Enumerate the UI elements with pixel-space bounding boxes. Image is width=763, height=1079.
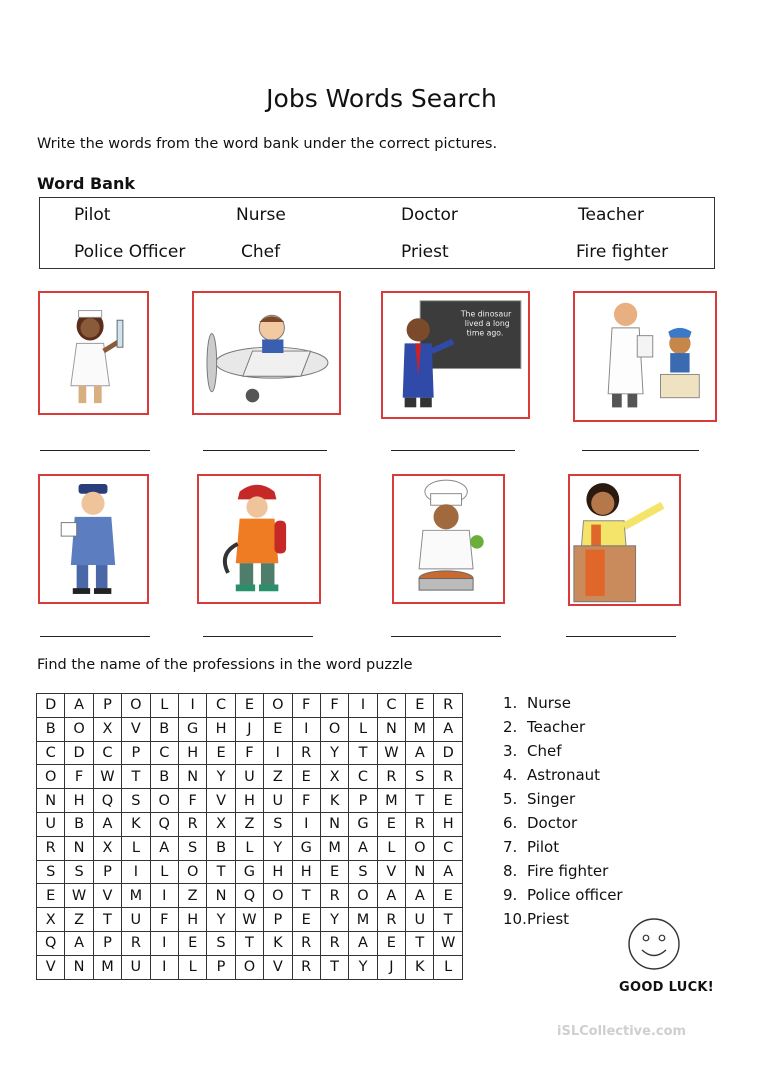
grid-cell: Y: [207, 765, 235, 789]
grid-cell: F: [292, 694, 320, 718]
smiley-face-icon: [627, 917, 681, 971]
grid-cell: Q: [235, 884, 263, 908]
word-bank-word: Doctor: [401, 205, 458, 225]
grid-cell: O: [264, 694, 292, 718]
grid-cell: T: [292, 884, 320, 908]
board-text-line: time ago.: [466, 328, 504, 338]
grid-cell: T: [406, 789, 434, 813]
grid-cell: H: [235, 789, 263, 813]
grid-cell: R: [377, 765, 405, 789]
answer-line: [40, 450, 150, 451]
grid-cell: Y: [320, 908, 348, 932]
grid-cell: T: [207, 860, 235, 884]
grid-cell: P: [93, 694, 121, 718]
grid-cell: N: [37, 789, 65, 813]
answer-line: [203, 450, 327, 451]
grid-cell: C: [349, 765, 377, 789]
grid-cell: A: [434, 860, 462, 884]
grid-cell: U: [37, 812, 65, 836]
grid-cell: C: [377, 694, 405, 718]
grid-cell: H: [178, 908, 206, 932]
grid-cell: E: [37, 884, 65, 908]
grid-cell: W: [235, 908, 263, 932]
list-item-number: 4.: [503, 766, 518, 784]
answer-line: [566, 636, 676, 637]
grid-cell: L: [235, 836, 263, 860]
grid-cell: M: [377, 789, 405, 813]
grid-cell: E: [207, 741, 235, 765]
grid-cell: M: [320, 836, 348, 860]
list-item: [503, 907, 623, 931]
grid-cell: S: [122, 789, 150, 813]
grid-cell: Y: [349, 955, 377, 979]
grid-cell: N: [320, 812, 348, 836]
grid-cell: O: [235, 955, 263, 979]
grid-cell: S: [178, 836, 206, 860]
grid-cell: X: [93, 836, 121, 860]
word-list: [503, 691, 623, 931]
grid-cell: R: [37, 836, 65, 860]
list-item: [503, 835, 623, 859]
grid-row: [37, 931, 463, 955]
grid-cell: E: [235, 694, 263, 718]
grid-cell: R: [178, 812, 206, 836]
word-bank-heading: Word Bank: [37, 174, 136, 193]
pilot-picture: [192, 291, 341, 415]
grid-row: [37, 765, 463, 789]
grid-cell: H: [292, 860, 320, 884]
watermark: iSLCollective.com: [557, 1024, 687, 1039]
grid-cell: K: [406, 955, 434, 979]
list-item-word: Priest: [527, 910, 570, 928]
list-item-number: 8.: [503, 862, 518, 880]
list-item-number: 1.: [503, 694, 518, 712]
grid-cell: H: [65, 789, 93, 813]
grid-cell: H: [178, 741, 206, 765]
grid-cell: E: [377, 931, 405, 955]
chef-picture: [392, 474, 505, 604]
grid-cell: D: [37, 694, 65, 718]
grid-row: [37, 836, 463, 860]
grid-cell: F: [150, 908, 178, 932]
grid-cell: T: [320, 955, 348, 979]
grid-cell: A: [434, 717, 462, 741]
grid-cell: E: [377, 812, 405, 836]
grid-cell: R: [377, 908, 405, 932]
grid-cell: S: [406, 765, 434, 789]
grid-cell: E: [434, 884, 462, 908]
grid-cell: C: [37, 741, 65, 765]
list-item-number: 2.: [503, 718, 518, 736]
grid-cell: T: [406, 931, 434, 955]
grid-cell: L: [434, 955, 462, 979]
grid-cell: O: [37, 765, 65, 789]
grid-cell: E: [178, 931, 206, 955]
grid-cell: C: [93, 741, 121, 765]
grid-cell: P: [93, 931, 121, 955]
grid-cell: F: [178, 789, 206, 813]
grid-cell: T: [93, 908, 121, 932]
grid-cell: A: [65, 694, 93, 718]
grid-cell: C: [207, 694, 235, 718]
word-bank-word: Fire fighter: [576, 242, 669, 262]
list-item: [503, 715, 623, 739]
grid-cell: V: [93, 884, 121, 908]
word-bank-word: Police Officer: [74, 242, 186, 262]
grid-cell: B: [65, 812, 93, 836]
grid-cell: F: [292, 789, 320, 813]
teacher-picture: [381, 291, 530, 419]
grid-cell: W: [434, 931, 462, 955]
grid-cell: M: [406, 717, 434, 741]
list-item-number: 10.: [503, 910, 527, 928]
grid-cell: C: [150, 741, 178, 765]
word-bank-box: [39, 197, 715, 269]
grid-cell: G: [292, 836, 320, 860]
list-item: [503, 883, 623, 907]
grid-cell: V: [122, 717, 150, 741]
grid-cell: O: [264, 884, 292, 908]
word-bank-word: Priest: [401, 242, 449, 262]
grid-cell: N: [65, 955, 93, 979]
grid-cell: I: [150, 955, 178, 979]
grid-row: [37, 955, 463, 979]
grid-cell: L: [150, 860, 178, 884]
grid-cell: X: [37, 908, 65, 932]
grid-cell: B: [150, 717, 178, 741]
grid-cell: G: [178, 717, 206, 741]
grid-cell: M: [349, 908, 377, 932]
grid-cell: I: [150, 884, 178, 908]
list-item: [503, 763, 623, 787]
grid-cell: A: [150, 836, 178, 860]
grid-cell: I: [349, 694, 377, 718]
grid-cell: M: [122, 884, 150, 908]
grid-cell: A: [349, 836, 377, 860]
grid-cell: X: [93, 717, 121, 741]
priest-picture: [568, 474, 681, 606]
grid-cell: Z: [65, 908, 93, 932]
grid-cell: A: [65, 931, 93, 955]
grid-cell: A: [349, 931, 377, 955]
grid-cell: R: [406, 812, 434, 836]
grid-cell: I: [264, 741, 292, 765]
grid-cell: N: [377, 717, 405, 741]
grid-cell: O: [178, 860, 206, 884]
board-text-line: The dinosaur: [460, 309, 512, 319]
answer-line: [391, 450, 515, 451]
grid-cell: D: [434, 741, 462, 765]
grid-cell: I: [292, 812, 320, 836]
grid-cell: G: [349, 812, 377, 836]
grid-cell: E: [264, 717, 292, 741]
grid-cell: K: [122, 812, 150, 836]
nurse-picture: [38, 291, 149, 415]
grid-cell: T: [235, 931, 263, 955]
grid-cell: T: [349, 741, 377, 765]
grid-cell: H: [434, 812, 462, 836]
puzzle-instruction: Find the name of the professions in the word puzzle: [37, 657, 413, 673]
grid-cell: I: [122, 860, 150, 884]
grid-cell: Z: [235, 812, 263, 836]
grid-cell: W: [377, 741, 405, 765]
grid-cell: V: [377, 860, 405, 884]
answer-line: [40, 636, 150, 637]
grid-cell: P: [349, 789, 377, 813]
instruction-text: Write the words from the word bank under the correct pictures.: [37, 136, 498, 152]
grid-cell: I: [292, 717, 320, 741]
grid-cell: T: [122, 765, 150, 789]
grid-cell: H: [264, 860, 292, 884]
word-bank-word: Nurse: [236, 205, 286, 225]
good-luck-text: GOOD LUCK!: [619, 980, 715, 995]
list-item-word: Pilot: [527, 838, 560, 856]
grid-cell: Q: [37, 931, 65, 955]
grid-cell: R: [292, 955, 320, 979]
grid-cell: U: [235, 765, 263, 789]
list-item: [503, 691, 623, 715]
grid-cell: R: [434, 694, 462, 718]
grid-cell: O: [406, 836, 434, 860]
word-bank-word: Chef: [241, 242, 281, 262]
grid-cell: P: [122, 741, 150, 765]
list-item-word: Singer: [527, 790, 576, 808]
list-item: [503, 739, 623, 763]
word-bank-word: Teacher: [578, 205, 644, 225]
grid-cell: I: [150, 931, 178, 955]
grid-cell: R: [434, 765, 462, 789]
grid-cell: P: [207, 955, 235, 979]
grid-cell: V: [207, 789, 235, 813]
fire-fighter-picture: [197, 474, 321, 604]
grid-cell: B: [150, 765, 178, 789]
grid-cell: Z: [264, 765, 292, 789]
grid-cell: F: [235, 741, 263, 765]
grid-row: [37, 860, 463, 884]
grid-cell: R: [320, 931, 348, 955]
grid-cell: F: [320, 694, 348, 718]
grid-cell: H: [207, 717, 235, 741]
grid-cell: T: [434, 908, 462, 932]
answer-line: [391, 636, 501, 637]
grid-cell: V: [264, 955, 292, 979]
grid-cell: A: [377, 884, 405, 908]
grid-cell: A: [406, 741, 434, 765]
grid-cell: V: [37, 955, 65, 979]
grid-cell: Q: [93, 789, 121, 813]
grid-cell: P: [264, 908, 292, 932]
grid-row: [37, 717, 463, 741]
grid-cell: E: [292, 765, 320, 789]
answer-line: [582, 450, 699, 451]
grid-cell: E: [320, 860, 348, 884]
grid-row: [37, 884, 463, 908]
word-bank-word: Pilot: [74, 205, 111, 225]
grid-row: [37, 812, 463, 836]
grid-row: [37, 789, 463, 813]
word-search-grid: [36, 693, 463, 980]
grid-cell: S: [207, 931, 235, 955]
grid-cell: S: [37, 860, 65, 884]
grid-cell: N: [207, 884, 235, 908]
grid-cell: U: [122, 908, 150, 932]
list-item-number: 9.: [503, 886, 518, 904]
grid-cell: L: [377, 836, 405, 860]
grid-cell: E: [434, 789, 462, 813]
grid-cell: W: [65, 884, 93, 908]
grid-cell: F: [65, 765, 93, 789]
list-item: [503, 787, 623, 811]
answer-line: [203, 636, 313, 637]
grid-cell: S: [349, 860, 377, 884]
grid-cell: R: [292, 931, 320, 955]
grid-row: [37, 694, 463, 718]
list-item-word: Teacher: [527, 718, 586, 736]
list-item-number: 3.: [503, 742, 518, 760]
grid-cell: K: [264, 931, 292, 955]
grid-cell: G: [235, 860, 263, 884]
grid-cell: O: [65, 717, 93, 741]
list-item-number: 5.: [503, 790, 518, 808]
list-item-word: Police officer: [527, 886, 623, 904]
grid-cell: O: [122, 694, 150, 718]
grid-cell: N: [178, 765, 206, 789]
grid-cell: M: [93, 955, 121, 979]
grid-cell: B: [207, 836, 235, 860]
list-item-word: Chef: [527, 742, 562, 760]
grid-cell: A: [406, 884, 434, 908]
grid-cell: R: [320, 884, 348, 908]
list-item-number: 6.: [503, 814, 518, 832]
grid-cell: Y: [320, 741, 348, 765]
grid-cell: E: [406, 694, 434, 718]
grid-cell: Y: [207, 908, 235, 932]
police-officer-picture: [38, 474, 149, 604]
grid-cell: U: [264, 789, 292, 813]
grid-cell: I: [178, 694, 206, 718]
grid-cell: A: [93, 812, 121, 836]
grid-cell: K: [320, 789, 348, 813]
grid-cell: J: [377, 955, 405, 979]
grid-cell: X: [320, 765, 348, 789]
grid-cell: Y: [264, 836, 292, 860]
grid-cell: Q: [150, 812, 178, 836]
grid-cell: W: [93, 765, 121, 789]
grid-cell: Z: [178, 884, 206, 908]
grid-cell: L: [349, 717, 377, 741]
grid-cell: O: [349, 884, 377, 908]
grid-cell: L: [122, 836, 150, 860]
grid-row: [37, 908, 463, 932]
grid-cell: C: [434, 836, 462, 860]
grid-cell: E: [292, 908, 320, 932]
grid-cell: U: [406, 908, 434, 932]
grid-cell: S: [264, 812, 292, 836]
list-item: [503, 859, 623, 883]
grid-cell: R: [292, 741, 320, 765]
board-text-line: lived a long: [464, 318, 510, 328]
grid-cell: L: [150, 694, 178, 718]
grid-cell: X: [207, 812, 235, 836]
grid-cell: O: [320, 717, 348, 741]
grid-cell: N: [406, 860, 434, 884]
list-item-word: Astronaut: [527, 766, 601, 784]
list-item-word: Fire fighter: [527, 862, 609, 880]
list-item: [503, 811, 623, 835]
grid-cell: R: [122, 931, 150, 955]
grid-cell: N: [65, 836, 93, 860]
grid-row: [37, 741, 463, 765]
grid-cell: U: [122, 955, 150, 979]
doctor-picture: [573, 291, 717, 422]
grid-cell: L: [178, 955, 206, 979]
grid-cell: J: [235, 717, 263, 741]
list-item-word: Nurse: [527, 694, 571, 712]
grid-cell: S: [65, 860, 93, 884]
grid-cell: B: [37, 717, 65, 741]
grid-cell: O: [150, 789, 178, 813]
page-title: Jobs Words Search: [266, 84, 497, 113]
grid-cell: D: [65, 741, 93, 765]
list-item-number: 7.: [503, 838, 518, 856]
list-item-word: Doctor: [527, 814, 578, 832]
grid-cell: P: [93, 860, 121, 884]
